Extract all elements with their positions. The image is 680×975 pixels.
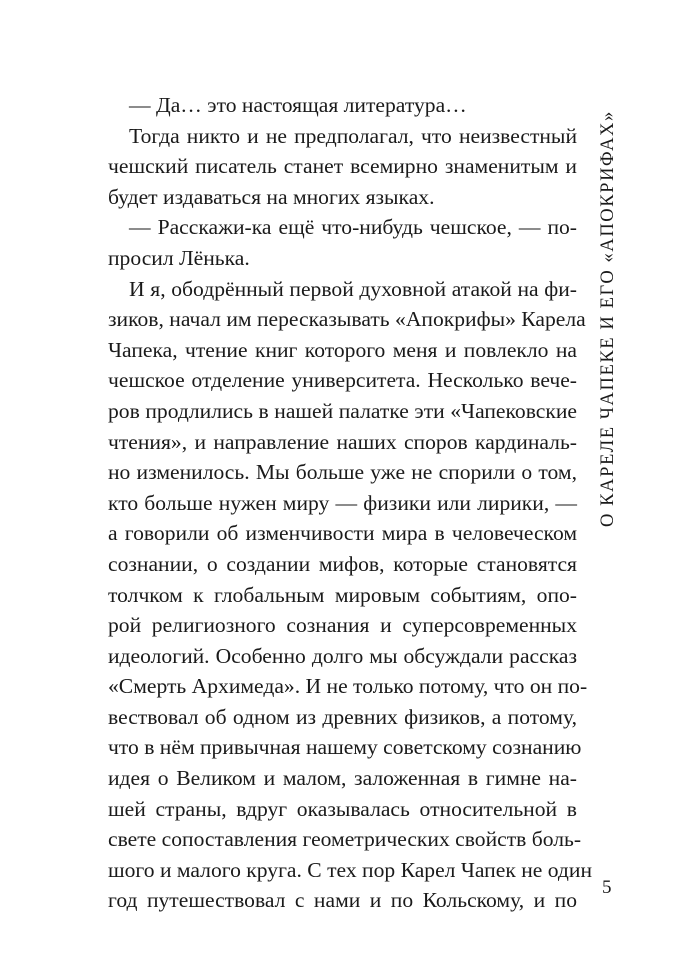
text-line: будет издаваться на многих языках. — [108, 184, 435, 209]
text-line: свете сопоставления геометрических свойств боль- — [108, 827, 582, 852]
text-line: толчком к глобальным мировым событиям, опо- — [108, 582, 577, 607]
page-number: 5 — [602, 877, 612, 898]
text-line: просил Лёнька. — [108, 245, 250, 270]
running-head: О КАРЕЛЕ ЧАПЕКЕ И ЕГО «АПОКРИФАХ» — [598, 110, 618, 528]
text-line: сознании, о создании мифов, которые становятся — [108, 551, 577, 576]
text-line: И я, ободрённый первой духовной атакой на фи- — [129, 276, 577, 301]
text-line: идеологий. Особенно долго мы обсуждали рассказ — [108, 643, 577, 668]
text-line: шого и малого круга. С тех пор Карел Чапек не один — [108, 857, 593, 882]
text-line: вествовал об одном из древних физиков, а потому, — [108, 704, 577, 729]
text-line: чешское отделение университета. Несколько вече- — [108, 368, 577, 393]
text-line: что в нём привычная нашему советскому сознанию — [108, 735, 582, 760]
text-line: но изменилось. Мы больше уже не спорили о том, — [108, 460, 577, 485]
text-line: ров продлились в нашей палатке эти «Чапековские — [108, 398, 577, 423]
text-line: — Да… это настоящая литература… — [129, 93, 467, 117]
text-line: Тогда никто и не предполагал, что неизвестный — [129, 123, 577, 148]
text-line: чтения», и направление наших споров кардиналь- — [108, 429, 577, 454]
text-line: зиков, начал им пересказывать «Апокрифы» Карела — [108, 307, 586, 332]
text-line: кто больше нужен миру — физики или лирики, — — [108, 490, 577, 515]
body-text — [108, 90, 593, 916]
text-line: чешский писатель станет всемирно знаменитым и — [108, 154, 577, 179]
text-line: Чапека, чтение книг которого меня и повлекло на — [108, 337, 577, 362]
text-line: шей страны, вдруг оказывалась относительной в — [108, 796, 577, 821]
text-line: — Расскажи-ка ещё что-нибудь чешское, — по- — [129, 215, 577, 240]
text-line: «Смерть Архимеда». И не только потому, что он по- — [108, 674, 588, 699]
text-line: рой религиозного сознания и суперсовременных — [108, 613, 577, 638]
text-line: год путешествовал с нами и по Кольскому, и по — [108, 888, 577, 913]
text-line: идея о Великом и малом, заложенная в гимне на- — [108, 766, 577, 791]
text-line: а говорили об изменчивости мира в человеческом — [108, 521, 577, 546]
